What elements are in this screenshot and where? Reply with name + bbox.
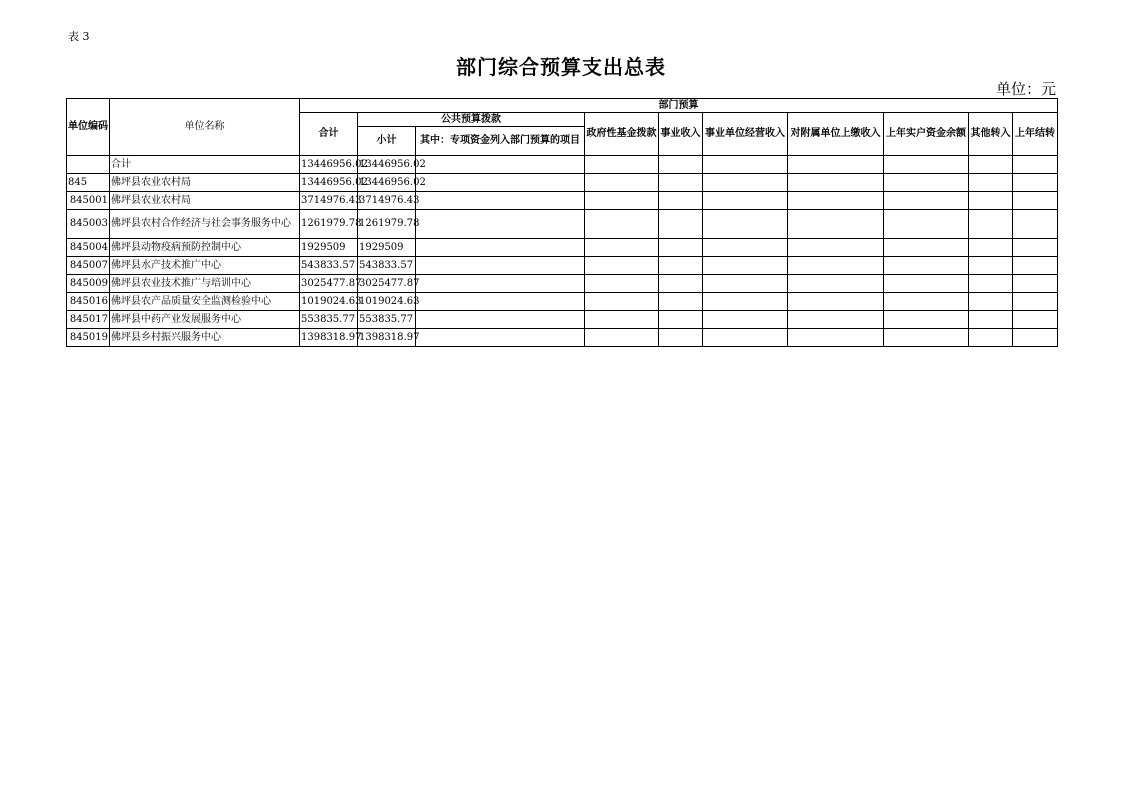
table-row: [67, 257, 1058, 275]
col-other-transfer-header: 其他转入: [969, 113, 1013, 156]
subtotal-amount: 1261979.78: [358, 210, 416, 239]
page-title: 部门综合预算支出总表: [456, 55, 666, 79]
subtotal-amount: 13446956.02: [358, 174, 416, 192]
unit-name: 佛坪县农村合作经济与社会事务服务中心: [110, 210, 300, 239]
unit-code: 845004: [67, 239, 110, 257]
subtotal-amount: 13446956.02: [358, 156, 416, 174]
total-amount: 3714976.43: [300, 192, 358, 210]
total-amount: 553835.77: [300, 311, 358, 329]
table-row: [67, 239, 1058, 257]
table-row: [67, 329, 1058, 347]
budget-table: [66, 98, 1058, 347]
total-amount: 1398318.97: [300, 329, 358, 347]
subtotal-amount: 543833.57: [358, 257, 416, 275]
total-amount: 3025477.87: [300, 275, 358, 293]
unit-name: 佛坪县农业农村局: [110, 192, 300, 210]
unit-name: 合计: [110, 156, 300, 174]
subtotal-amount: 1398318.97: [358, 329, 416, 347]
table-row: [67, 293, 1058, 311]
col-career-income-header: 事业收入: [659, 113, 703, 156]
unit-code: 845016: [67, 293, 110, 311]
col-prior-balance-header: 上年实户资金余额: [884, 113, 969, 156]
unit-name: 佛坪县动物疫病预防控制中心: [110, 239, 300, 257]
col-subtotal-header: 小计: [358, 127, 416, 156]
unit-code: 845007: [67, 257, 110, 275]
unit-name: 佛坪县农业农村局: [110, 174, 300, 192]
unit-code: [67, 156, 110, 174]
unit-label: 单位：元: [995, 80, 1056, 98]
total-amount: 1929509: [300, 239, 358, 257]
unit-code: 845001: [67, 192, 110, 210]
subtotal-amount: 553835.77: [358, 311, 416, 329]
table-row: [67, 192, 1058, 210]
unit-code: 845019: [67, 329, 110, 347]
subtotal-amount: 3714976.43: [358, 192, 416, 210]
table-row: [67, 311, 1058, 329]
subtotal-amount: 1929509: [358, 239, 416, 257]
unit-name: 佛坪县乡村振兴服务中心: [110, 329, 300, 347]
unit-code: 845009: [67, 275, 110, 293]
table-row: [67, 210, 1058, 239]
total-amount: 13446956.02: [300, 174, 358, 192]
col-affiliate-income-header: 对附属单位上缴收入: [788, 113, 884, 156]
table-row: [67, 156, 1058, 174]
col-public-budget-header: 公共预算拨款: [358, 113, 585, 127]
unit-name: 佛坪县农产品质量安全监测检验中心: [110, 293, 300, 311]
col-dept-budget-header: 部门预算: [300, 99, 1058, 113]
col-prior-carryover-header: 上年结转: [1013, 113, 1058, 156]
unit-name: 佛坪县农业技术推广与培训中心: [110, 275, 300, 293]
col-business-income-header: 事业单位经营收入: [703, 113, 788, 156]
table-number: 表 3: [68, 30, 90, 43]
subtotal-amount: 1019024.63: [358, 293, 416, 311]
table-row: [67, 275, 1058, 293]
col-total-header: 合计: [300, 113, 358, 156]
col-special-funds-header: 其中：专项资金列入部门预算的项目: [416, 127, 585, 156]
unit-name: 佛坪县水产技术推广中心: [110, 257, 300, 275]
unit-code: 845003: [67, 210, 110, 239]
unit-code: 845017: [67, 311, 110, 329]
col-gov-fund-header: 政府性基金拨款: [585, 113, 659, 156]
total-amount: 1261979.78: [300, 210, 358, 239]
col-name-header: 单位名称: [110, 99, 300, 156]
subtotal-amount: 3025477.87: [358, 275, 416, 293]
total-amount: 1019024.63: [300, 293, 358, 311]
unit-name: 佛坪县中药产业发展服务中心: [110, 311, 300, 329]
total-amount: 543833.57: [300, 257, 358, 275]
total-amount: 13446956.02: [300, 156, 358, 174]
table-row: [67, 174, 1058, 192]
unit-code: 845: [67, 174, 110, 192]
col-code-header: 单位编码: [67, 99, 110, 156]
